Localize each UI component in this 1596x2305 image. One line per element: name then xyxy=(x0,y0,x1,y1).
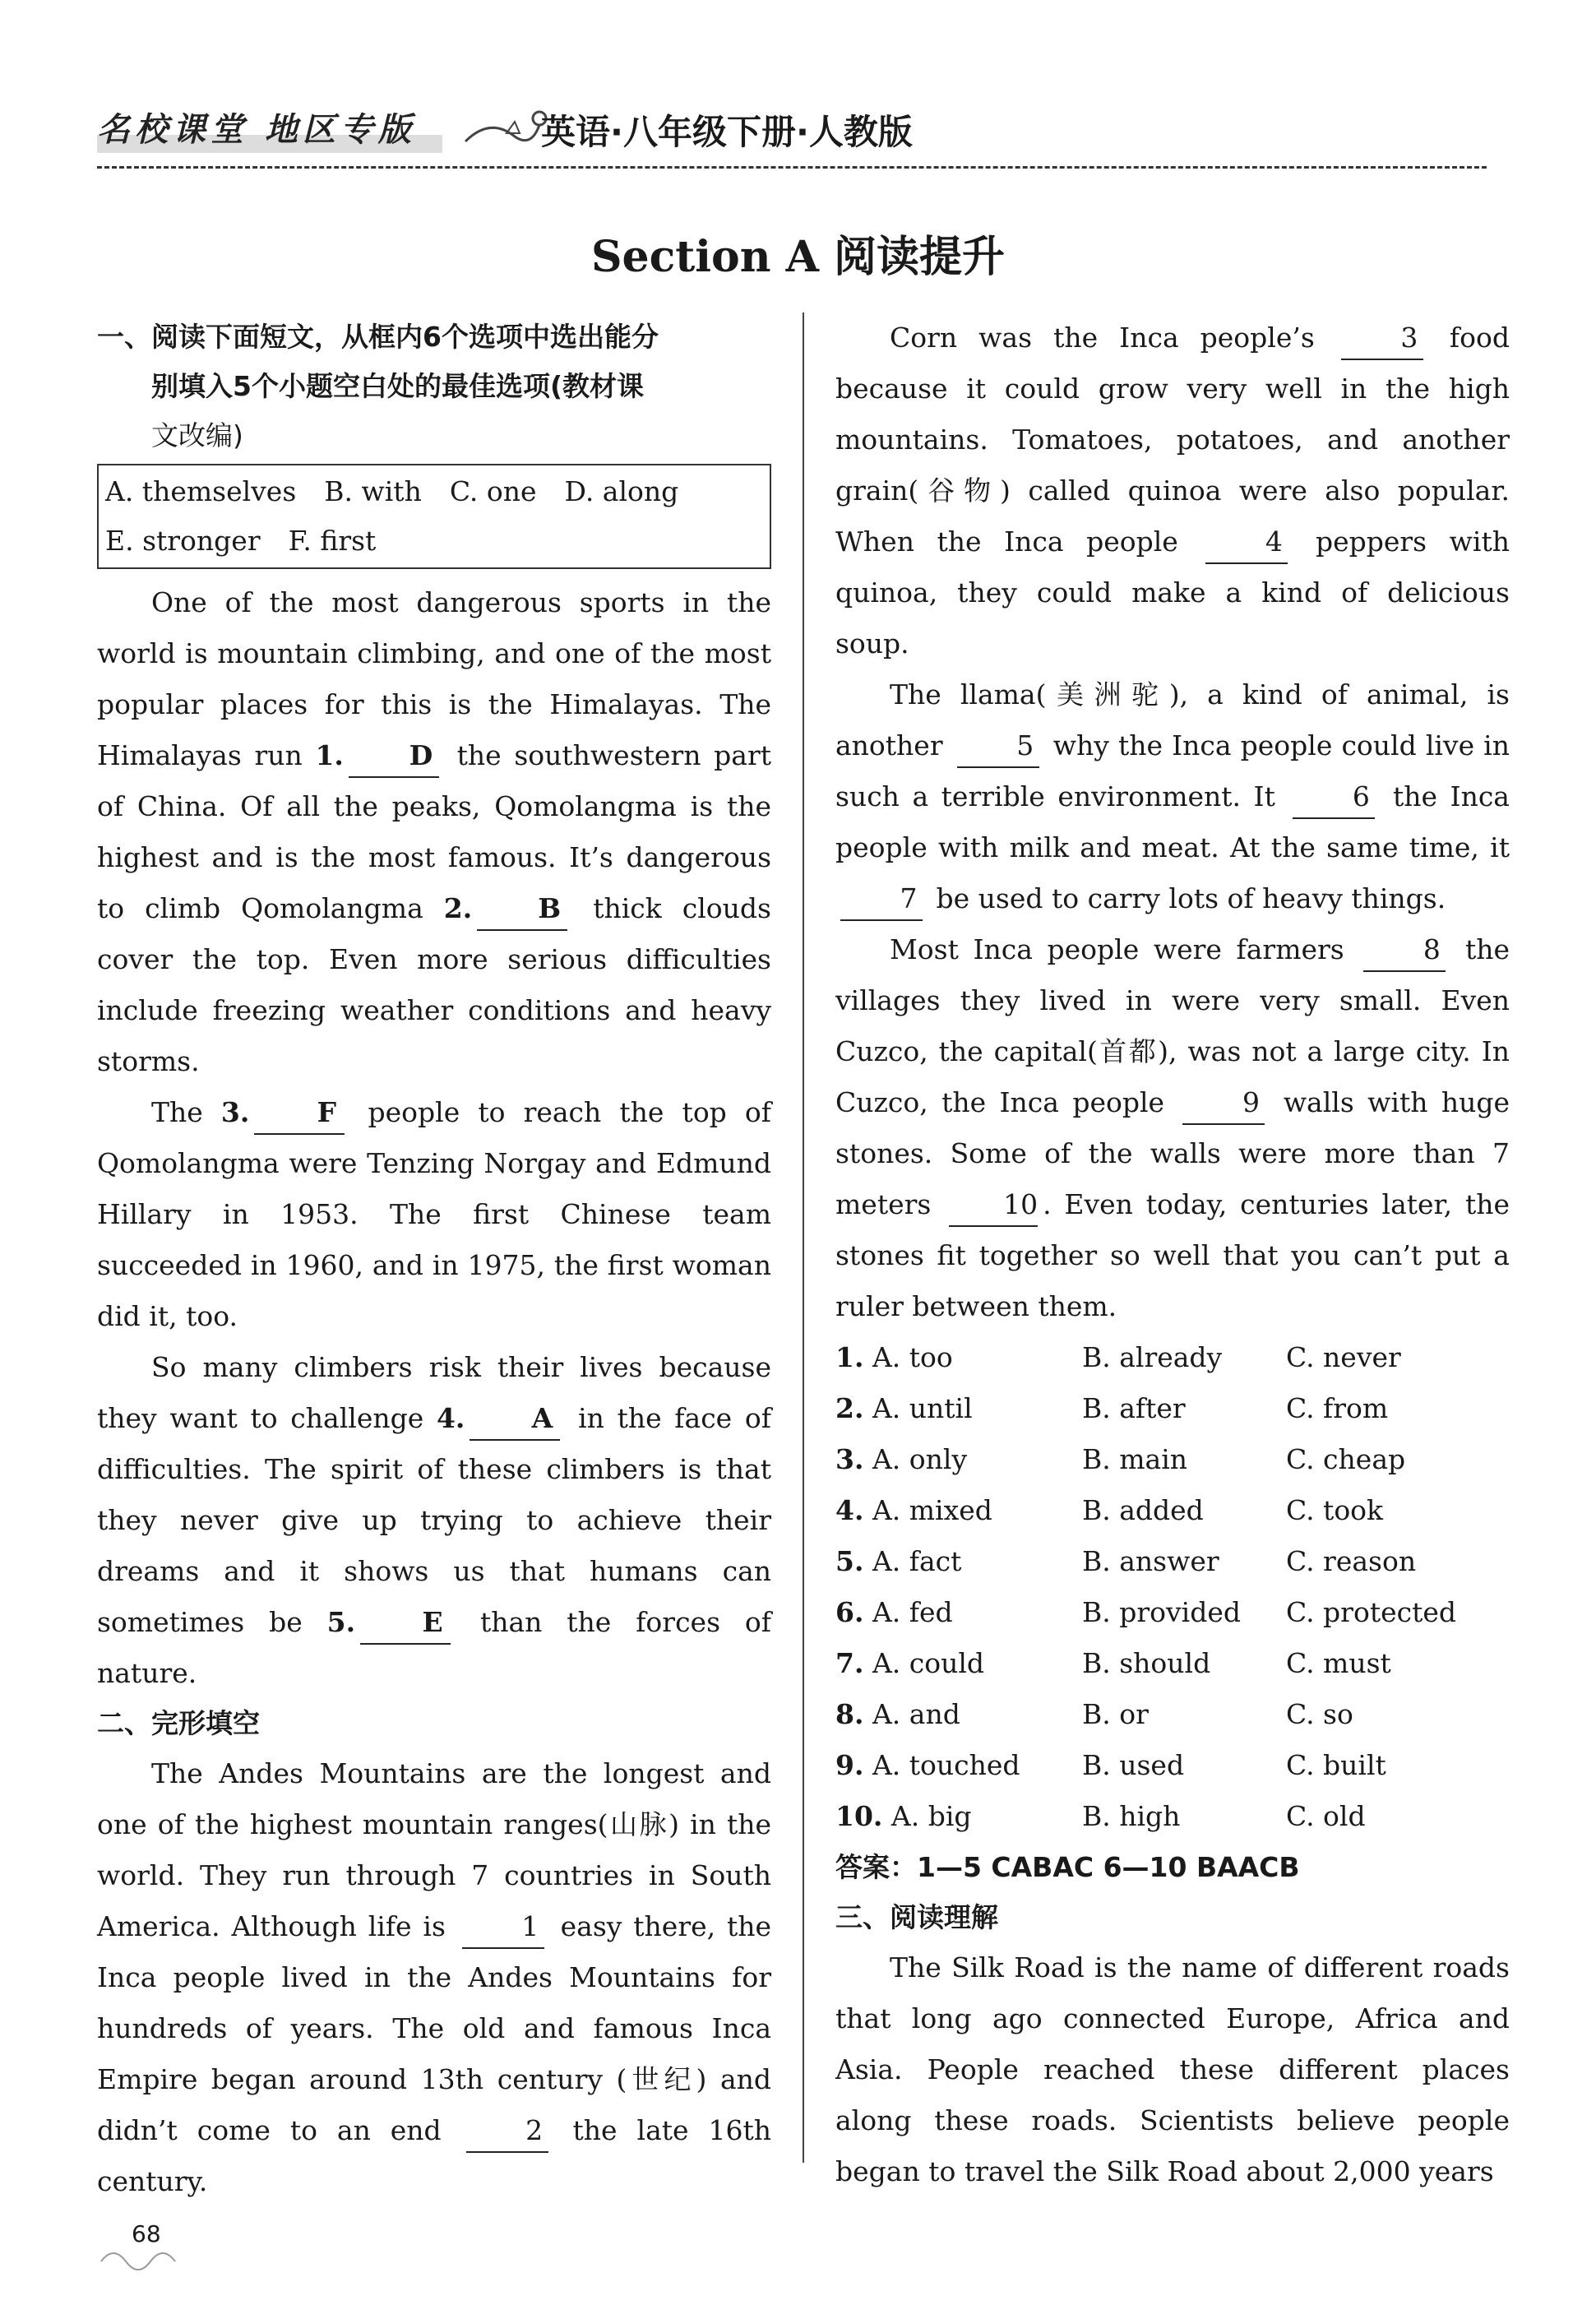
option-number: 10. xyxy=(835,1800,883,1832)
option-number: 5. xyxy=(835,1545,864,1577)
answer-blank-5: E xyxy=(360,1602,451,1645)
option-c: C. never xyxy=(1286,1341,1401,1373)
option-b: B. or xyxy=(1082,1698,1149,1730)
option-c: C. protected xyxy=(1286,1596,1457,1628)
question-number: 2. xyxy=(443,892,473,924)
option-number: 4. xyxy=(835,1494,864,1526)
text: The llama(美洲驼), a kind of animal, is another xyxy=(835,678,1510,761)
option-a: A. too xyxy=(872,1341,953,1373)
option-c: C. reason xyxy=(1286,1545,1417,1577)
passage2-paragraph4 xyxy=(835,924,1510,1332)
option-a: A. fact xyxy=(872,1545,962,1577)
brand-title: 名校课堂 地区专版 xyxy=(97,111,416,149)
right-column xyxy=(835,312,1510,2197)
option-c: C. so xyxy=(1286,1698,1353,1730)
option-b: B. answer xyxy=(1082,1545,1219,1577)
option-row xyxy=(835,1485,1510,1536)
cloze-blank-10: 10 xyxy=(949,1184,1038,1227)
option-c: C. took xyxy=(1286,1494,1384,1526)
text: food because it could grow very well in the high mountains. Tomatoes, potatoes, and another grain(谷物) called quinoa were also popular. When the Inca people xyxy=(835,322,1510,558)
subject-label: 英语·八年级下册·人教版 xyxy=(541,112,913,152)
passage1-paragraph2 xyxy=(97,1087,771,1342)
answer-blank-1: D xyxy=(349,735,439,778)
option-a: A. and xyxy=(872,1698,960,1730)
header-divider xyxy=(97,166,1487,169)
option-row xyxy=(835,1689,1510,1740)
option-row xyxy=(835,1332,1510,1383)
option-a: A. big xyxy=(891,1800,972,1832)
text: Most Inca people were farmers xyxy=(890,933,1344,965)
text: thick clouds cover the top. Even more serious difficulties include freezing weather conditions and heavy storms. xyxy=(97,892,771,1077)
cloze-options xyxy=(835,1332,1510,1842)
option-number: 1. xyxy=(835,1341,864,1373)
text: in the face of difficulties. The spirit of these climbers is that they never give up trying to achieve their dreams and it shows us that humans can sometimes be xyxy=(97,1402,771,1638)
option-c: C. built xyxy=(1286,1749,1386,1781)
page-number: 68 xyxy=(132,2220,161,2247)
option-f: F. first xyxy=(288,525,377,557)
question-number: 4. xyxy=(436,1402,465,1434)
swirl-ornament-icon xyxy=(97,2241,196,2274)
option-number: 7. xyxy=(835,1647,864,1679)
cloze-blank-2: 2 xyxy=(466,2110,548,2153)
option-a: A. until xyxy=(872,1392,973,1424)
option-a: A. themselves xyxy=(105,475,297,507)
cloze-blank-4: 4 xyxy=(1205,521,1288,564)
section-heading-1c: 文改编) xyxy=(151,419,243,451)
text: Corn was the Inca people’s xyxy=(890,322,1315,354)
option-number: 3. xyxy=(835,1443,864,1475)
passage2-paragraph3 xyxy=(835,669,1510,924)
option-row xyxy=(835,1638,1510,1689)
cloze-blank-3: 3 xyxy=(1341,317,1423,360)
option-number: 9. xyxy=(835,1749,864,1781)
cloze-blank-1: 1 xyxy=(462,1906,544,1949)
passage3-paragraph1: The Silk Road is the name of different roads that long ago connected Europe, Africa and Asia. People reached these different places along these roads. Scientists believe people began to travel the Silk Road about 2,000 years xyxy=(835,1951,1510,2187)
question-number: 1. xyxy=(315,739,344,771)
option-row xyxy=(835,1587,1510,1638)
text: easy there, the Inca people lived in the Andes Mountains for hundreds of years. The old and famous Inca Empire began around 13th century (世纪) and didn’t come to an end xyxy=(97,1910,771,2146)
option-a: A. fed xyxy=(872,1596,953,1628)
option-a: A. mixed xyxy=(872,1494,992,1526)
text: The xyxy=(151,1096,203,1128)
option-d: D. along xyxy=(564,475,679,507)
answer-blank-4: A xyxy=(470,1398,560,1441)
text: . Even today, centuries later, the stones fit together so well that you can’t put a ruler between them. xyxy=(835,1188,1510,1322)
option-c: C. must xyxy=(1286,1647,1391,1679)
answer-key: 答案：1—5 CABAC 6—10 BAACB xyxy=(835,1851,1300,1883)
option-b: B. should xyxy=(1082,1647,1211,1679)
option-c: C. cheap xyxy=(1286,1443,1406,1475)
option-b: B. high xyxy=(1082,1800,1181,1832)
cloze-blank-9: 9 xyxy=(1182,1082,1265,1125)
option-c: C. from xyxy=(1286,1392,1389,1424)
passage2-paragraph2 xyxy=(835,312,1510,669)
cloze-blank-5: 5 xyxy=(957,725,1039,768)
option-row xyxy=(835,1434,1510,1485)
option-b: B. with xyxy=(324,475,422,507)
option-b: B. main xyxy=(1082,1443,1188,1475)
text: the late 16th century. xyxy=(97,2114,771,2197)
text: One of the most dangerous sports in the world is mountain climbing, and one of the most popular places for this is the Himalayas. The Himalayas run xyxy=(97,586,771,771)
text: be used to carry lots of heavy things. xyxy=(936,882,1446,914)
answer-blank-2: B xyxy=(477,888,567,931)
cloze-blank-6: 6 xyxy=(1293,776,1375,819)
cloze-blank-8: 8 xyxy=(1363,929,1446,972)
option-b: B. after xyxy=(1082,1392,1186,1424)
question-number: 5. xyxy=(326,1606,356,1638)
option-number: 8. xyxy=(835,1698,864,1730)
option-a: A. touched xyxy=(872,1749,1020,1781)
section-heading-1b: 别填入5个小题空白处的最佳选项(教材课 xyxy=(151,370,645,402)
left-column xyxy=(97,312,771,2207)
passage1-paragraph3 xyxy=(97,1342,771,1699)
option-a: A. could xyxy=(872,1647,985,1679)
option-b: B. provided xyxy=(1082,1596,1241,1628)
option-b: B. used xyxy=(1082,1749,1185,1781)
option-e: E. stronger xyxy=(105,525,261,557)
section-heading-3: 三、阅读理解 xyxy=(835,1901,998,1933)
option-row xyxy=(835,1740,1510,1791)
option-c: C. one xyxy=(449,475,537,507)
option-number: 6. xyxy=(835,1596,864,1628)
option-row xyxy=(835,1791,1510,1842)
passage1-paragraph1 xyxy=(97,577,771,1087)
text: than the forces of nature. xyxy=(97,1606,771,1689)
option-number: 2. xyxy=(835,1392,864,1424)
option-box xyxy=(97,464,771,569)
text: The Andes Mountains are the longest and one of the highest mountain ranges(山脉) in the world. They run through 7 countries in South America. Although life is xyxy=(97,1757,771,1942)
text: So many climbers risk their lives because they want to challenge xyxy=(97,1351,771,1434)
text: the Inca people with milk and meat. At the same time, it xyxy=(835,780,1510,863)
cloze-blank-7: 7 xyxy=(840,878,923,921)
text: why the Inca people could live in such a terrible environment. It xyxy=(835,729,1510,812)
answer-blank-3: F xyxy=(254,1092,345,1135)
page-title: Section A 阅读提升 xyxy=(590,232,1006,282)
question-number: 3. xyxy=(220,1096,250,1128)
text: walls with huge stones. Some of the walls were more than 7 meters xyxy=(835,1086,1510,1220)
option-row xyxy=(835,1536,1510,1587)
option-c: C. old xyxy=(1286,1800,1366,1832)
option-row xyxy=(835,1383,1510,1434)
column-divider xyxy=(803,312,804,2163)
page-header xyxy=(97,97,1487,171)
text: the villages they lived in were very small. Even Cuzco, the capital(首都), was not a large city. In Cuzco, the Inca people xyxy=(835,933,1510,1118)
text: peppers with quinoa, they could make a kind of delicious soup. xyxy=(835,525,1510,660)
section-heading-2: 二、完形填空 xyxy=(97,1707,260,1739)
section-heading-1: 一、阅读下面短文，从框内6个选项中选出能分 xyxy=(97,321,659,353)
option-b: B. already xyxy=(1082,1341,1223,1373)
option-a: A. only xyxy=(872,1443,968,1475)
passage2-paragraph1 xyxy=(97,1748,771,2207)
option-b: B. added xyxy=(1082,1494,1204,1526)
text: people to reach the top of Qomolangma were Tenzing Norgay and Edmund Hillary in 1953. The first Chinese team succeeded in 1960, and in 1975, the first woman did it, too. xyxy=(97,1096,772,1332)
text: the southwestern part of China. Of all the peaks, Qomolangma is the highest and is the most famous. It’s dangerous to climb Qomolangma xyxy=(97,739,771,924)
